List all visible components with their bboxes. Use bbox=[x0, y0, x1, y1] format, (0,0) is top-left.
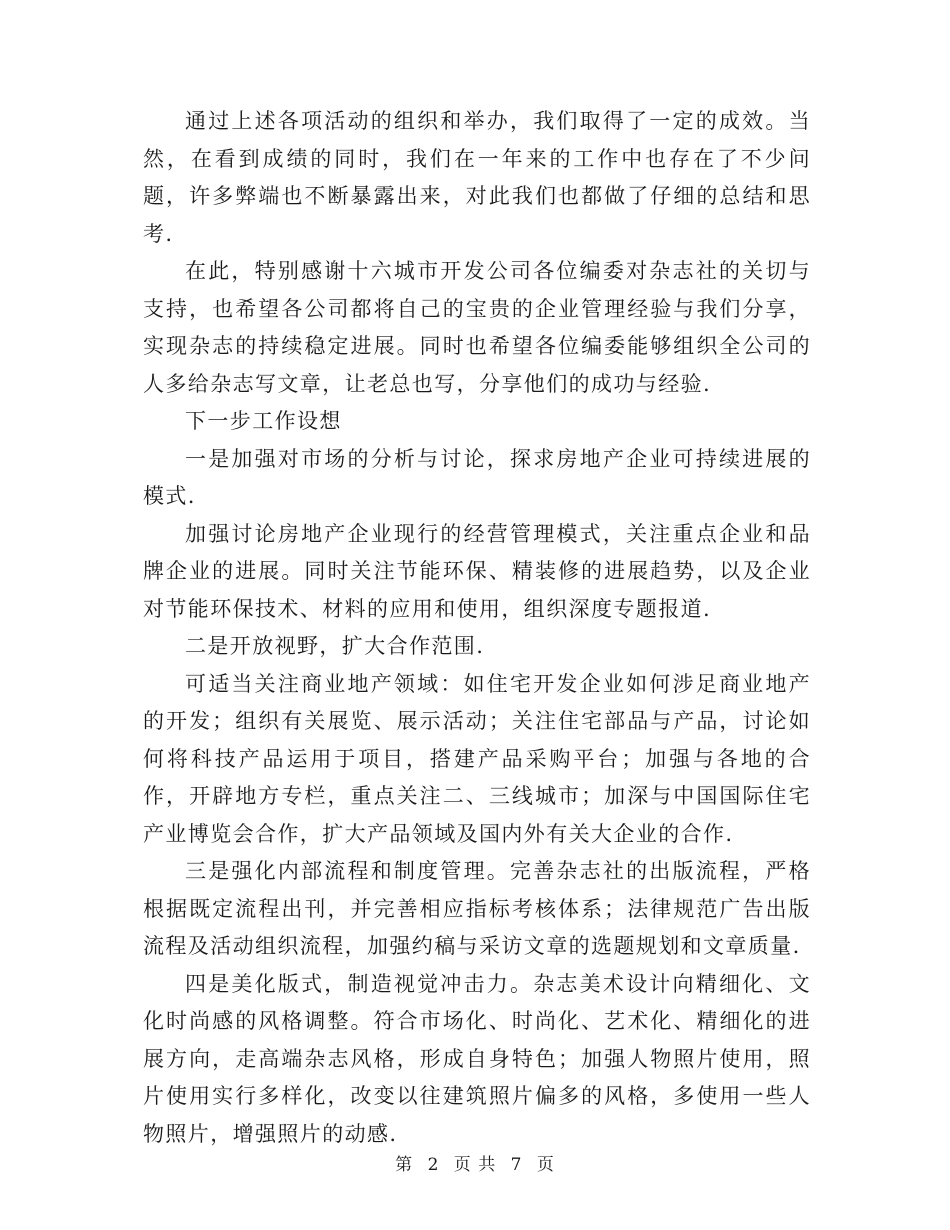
page-label-prefix: 第 bbox=[395, 1155, 414, 1175]
paragraph-point-one: 一是加强对市场的分析与讨论，探求房地产企业可持续进展的模式. bbox=[143, 446, 811, 508]
paragraph-summary: 通过上述各项活动的组织和举办，我们取得了一定的成效。当然，在看到成绩的同时，我们在一年来的工作中也存在了不少问题，许多弊端也不断暴露出来，对此我们也都做了仔细的总结和思考. bbox=[143, 109, 811, 246]
section-heading-next-steps: 下一步工作设想 bbox=[185, 409, 342, 433]
page-footer bbox=[0, 1150, 950, 1175]
paragraph-point-three: 三是强化内部流程和制度管理。完善杂志社的出版流程，严格根据既定流程出刊，并完善相应指标考核体系；法律规范广告出版流程及活动组织流程，加强约稿与采访文章的选题规划和文章质量. bbox=[143, 859, 811, 958]
paragraph-point-one-detail: 加强讨论房地产企业现行的经营管理模式，关注重点企业和品牌企业的进展。同时关注节能环保、精装修的进展趋势，以及企业对节能环保技术、材料的应用和使用，组织深度专题报道. bbox=[143, 521, 811, 621]
total-pages-number: 7 bbox=[510, 1155, 523, 1175]
document-body bbox=[143, 103, 811, 1153]
paragraph-point-two: 二是开放视野，扩大合作范围. bbox=[185, 634, 485, 658]
page-label-mid: 页 共 bbox=[453, 1155, 497, 1175]
current-page-number: 2 bbox=[427, 1155, 440, 1175]
paragraph-point-two-detail: 可适当关注商业地产领域：如住宅开发企业如何涉足商业地产的开发；组织有关展览、展示活动；关注住宅部品与产品，讨论如何将科技产品运用于项目，搭建产品采购平台；加强与各地的合作，开辟地方专栏，重点关注二、三线城市；加深与中国国际住宅产业博览会合作，扩大产品领域及国内外有关大企业的合作. bbox=[143, 671, 811, 846]
paragraph-point-four: 四是美化版式，制造视觉冲击力。杂志美术设计向精细化、文化时尚感的风格调整。符合市场化、时尚化、艺术化、精细化的进展方向，走高端杂志风格，形成自身特色；加强人物照片使用，照片使用实行多样化，改变以往建筑照片偏多的风格，多使用一些人物照片，增强照片的动感. bbox=[143, 971, 811, 1146]
paragraph-thanks: 在此，特别感谢十六城市开发公司各位编委对杂志社的关切与支持，也希望各公司都将自己的宝贵的企业管理经验与我们分享，实现杂志的持续稳定进展。同时也希望各位编委能够组织全公司的人多给杂志写文章，让老总也写，分享他们的成功与经验. bbox=[143, 259, 811, 396]
page-label-suffix: 页 bbox=[536, 1155, 555, 1175]
